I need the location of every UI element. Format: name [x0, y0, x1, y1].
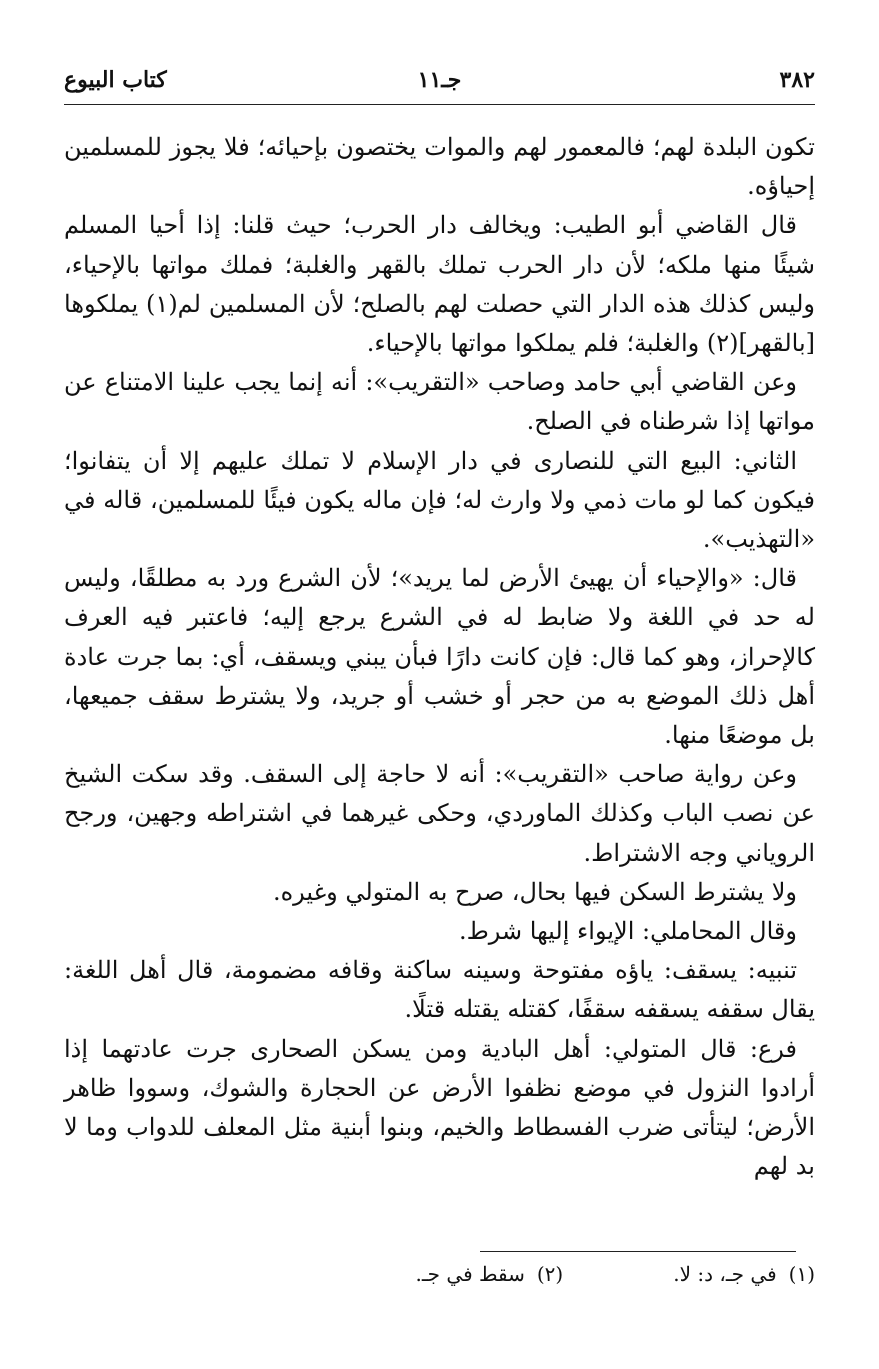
- volume-label: جـ١١: [417, 67, 462, 93]
- paragraph: وقال المحاملي: الإيواء إليها شرط.: [458, 917, 797, 946]
- paragraph: الثاني: البيع التي للنصارى في دار الإسلام لا تملك عليهم إلا أن يتفانوا؛ فيكون كما لو مات ذمي ولا وارث له؛ فإن ماله يكون فيئًا للمسلمين، قاله في «التهذيب».: [64, 446, 815, 554]
- paragraph: قال القاضي أبو الطيب: ويخالف دار الحرب؛ حيث قلنا: إذا أحيا المسلم شيئًا منها ملكه؛ لأن دار الحرب تملك بالقهر والغلبة؛ فملك مواتها بالإحياء، وليس كذلك هذه الدار التي حصلت لهم بالصلح؛ لأن المسلمين لم(١) يملكوها [بالقهر](٢) والغلبة؛ فلم يملكوا مواتها بالإحياء.: [64, 211, 816, 358]
- footnote-rule: [480, 1251, 796, 1252]
- book-title: كتاب البيوع: [64, 67, 167, 93]
- footnote-2: [415, 1262, 563, 1286]
- paragraph: وعن رواية صاحب «التقريب»: أنه لا حاجة إلى السقف. وقد سكت الشيخ عن نصب الباب وكذلك الماوردي، وحكى غيرهما في اشتراطه وجهين، ورجح الروياني وجه الاشتراط.: [64, 760, 815, 867]
- footnote-text: سقط في جـ.: [415, 1262, 525, 1286]
- footnote-number: (٢): [536, 1262, 564, 1286]
- page-header: [64, 60, 815, 100]
- paragraph: ولا يشترط السكن فيها بحال، صرح به المتولي وغيره.: [272, 877, 797, 906]
- footnotes: [64, 1262, 815, 1286]
- paragraph: فرع: قال المتولي: أهل البادية ومن يسكن الصحارى جرت عادتهما إذا أرادوا النزول في موضع نظفوا الأرض عن الحجارة والشوك، وسووا ظاهر الأرض؛ ليتأتى ضرب الفسطاط والخيم، وبنوا أبنية مثل المعلف للدواب وما لا بد لهم: [64, 1034, 815, 1181]
- paragraph: تكون البلدة لهم؛ فالمعمور لهم والموات يختصون بإحيائه؛ فلا يجوز للمسلمين إحياؤه.: [64, 133, 815, 201]
- paragraph: تنبيه: يسقف: ياؤه مفتوحة وسينه ساكنة وقافه مضمومة، قال أهل اللغة: يقال سقفه يسقفه سقفًا، كقتله يقتله قتلًا.: [64, 956, 815, 1024]
- footnote-number: (١): [788, 1262, 815, 1286]
- paragraph: وعن القاضي أبي حامد وصاحب «التقريب»: أنه إنما يجب علينا الامتناع عن مواتها إذا شرطناه في الصلح.: [64, 368, 815, 436]
- header-rule: [64, 104, 815, 105]
- page-body: [64, 128, 815, 1186]
- footnote-1: [673, 1262, 815, 1286]
- footnote-text: في جـ، د: لا.: [673, 1262, 777, 1286]
- paragraph: قال: «والإحياء أن يهيئ الأرض لما يريد»؛ لأن الشرع ورد به مطلقًا، وليس له حد في اللغة ولا ضابط له في الشرع يرجع إليه؛ فاعتبر فيه العرف كالإحراز، وهو كما قال: فإن كانت دارًا فبأن يبني ويسقف، أي: بما جرت عادة أهل ذلك الموضع به من حجر أو خشب أو جريد، ولا يشترط سقف جميعها، بل موضعًا منها.: [64, 564, 815, 750]
- page-number: ٣٨٢: [779, 67, 815, 93]
